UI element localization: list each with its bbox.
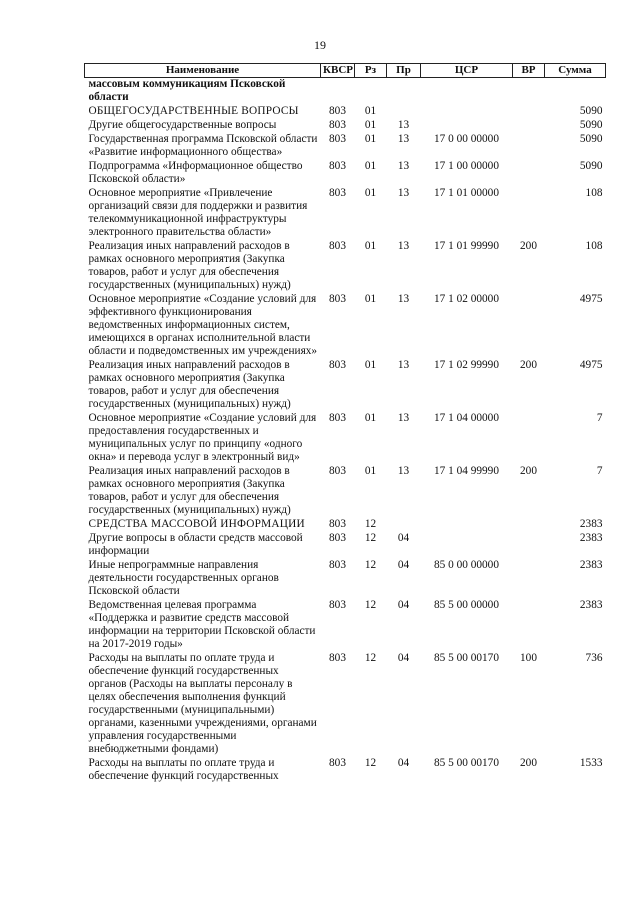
cell-csr xyxy=(421,78,513,106)
cell-sum: 4975 xyxy=(579,293,603,305)
table-row xyxy=(85,532,606,559)
cell-sum xyxy=(545,78,606,106)
cell-csr xyxy=(421,119,513,133)
cell-name: Основное мероприятие «Создание условий для предоставления государственных и муниципальных услуг по принципу «одного окна» и перевода услуг в электронный вид» xyxy=(88,412,317,463)
table-row xyxy=(85,465,606,518)
cell-csr: 17 1 02 00000 xyxy=(434,293,499,305)
cell-kvsr: 803 xyxy=(329,412,346,424)
table-row xyxy=(85,559,606,599)
header-csr: ЦСР xyxy=(421,64,513,78)
cell-pr: 04 xyxy=(397,532,410,544)
table-row xyxy=(85,412,606,465)
cell-csr: 17 1 04 99990 xyxy=(434,465,499,477)
cell-rz: 01 xyxy=(364,359,377,371)
cell-name: Ведомственная целевая программа «Поддержка и развитие средств массовой информации на территории Псковской области на 2017-2019 годы» xyxy=(88,599,316,650)
table-row xyxy=(85,518,606,532)
cell-sum: 5090 xyxy=(579,133,603,145)
cell-csr: 85 5 00 00000 xyxy=(434,599,499,611)
cell-rz: 01 xyxy=(364,465,377,477)
cell-sum: 5090 xyxy=(579,119,603,131)
cell-pr xyxy=(387,78,421,106)
cell-rz xyxy=(355,78,387,106)
cell-kvsr: 803 xyxy=(329,359,346,371)
cell-rz: 01 xyxy=(364,133,377,145)
cell-sum: 736 xyxy=(585,652,603,664)
cell-kvsr: 803 xyxy=(329,559,346,571)
cell-name: СРЕДСТВА МАССОВОЙ ИНФОРМАЦИИ xyxy=(88,518,305,530)
header-rz: Рз xyxy=(355,64,387,78)
cell-pr: 04 xyxy=(397,559,410,571)
cell-csr: 17 1 00 00000 xyxy=(434,160,499,172)
cell-pr: 13 xyxy=(397,465,410,477)
cell-kvsr: 803 xyxy=(329,160,346,172)
cell-pr xyxy=(387,518,421,532)
cell-vr: 200 xyxy=(520,240,537,252)
cell-pr: 13 xyxy=(397,133,410,145)
cell-rz: 01 xyxy=(364,293,377,305)
cell-kvsr: 803 xyxy=(329,599,346,611)
cell-sum: 2383 xyxy=(579,532,603,544)
cell-name: Другие общегосударственные вопросы xyxy=(88,119,277,131)
cell-sum: 2383 xyxy=(579,518,603,530)
cell-name: ОБЩЕГОСУДАРСТВЕННЫЕ ВОПРОСЫ xyxy=(88,105,299,117)
cell-rz: 12 xyxy=(364,518,377,530)
cell-sum: 1533 xyxy=(579,757,603,769)
cell-sum: 108 xyxy=(585,240,603,252)
cell-pr: 04 xyxy=(397,599,410,611)
cell-vr xyxy=(513,532,545,559)
cell-rz: 12 xyxy=(364,532,377,544)
cell-vr: 100 xyxy=(520,652,537,664)
table-row xyxy=(85,240,606,293)
table-header-row xyxy=(85,64,606,78)
cell-rz: 12 xyxy=(364,559,377,571)
cell-pr: 04 xyxy=(397,757,410,769)
table-row xyxy=(85,78,606,106)
cell-csr: 85 5 00 00170 xyxy=(434,652,499,664)
cell-vr xyxy=(513,105,545,119)
cell-pr: 13 xyxy=(397,187,410,199)
cell-name: Реализация иных направлений расходов в рамках основного мероприятия (Закупка товаров, работ и услуг для обеспечения государственных (муниципальных) нужд) xyxy=(88,465,291,516)
cell-kvsr xyxy=(321,78,355,106)
cell-vr: 200 xyxy=(520,359,537,371)
cell-rz: 12 xyxy=(364,757,377,769)
cell-pr: 13 xyxy=(397,240,410,252)
cell-pr: 13 xyxy=(397,293,410,305)
cell-rz: 01 xyxy=(364,105,377,117)
cell-name: Подпрограмма «Информационное общество Псковской области» xyxy=(88,160,303,185)
cell-rz: 01 xyxy=(364,187,377,199)
page-number: 19 xyxy=(314,38,326,52)
header-sum: Сумма xyxy=(545,64,606,78)
cell-sum: 5090 xyxy=(579,105,603,117)
header-kvsr: КВСР xyxy=(321,64,355,78)
cell-kvsr: 803 xyxy=(329,240,346,252)
table-row xyxy=(85,652,606,757)
table-row xyxy=(85,187,606,240)
cell-kvsr: 803 xyxy=(329,105,346,117)
cell-name: Другие вопросы в области средств массовой информации xyxy=(88,532,303,557)
table-row xyxy=(85,293,606,359)
table-row xyxy=(85,599,606,652)
cell-sum: 2383 xyxy=(579,599,603,611)
cell-pr: 04 xyxy=(397,652,410,664)
cell-pr: 13 xyxy=(397,359,410,371)
cell-vr xyxy=(513,599,545,652)
budget-table xyxy=(84,63,606,784)
cell-name: Реализация иных направлений расходов в рамках основного мероприятия (Закупка товаров, работ и услуг для обеспечения государственных (муниципальных) нужд) xyxy=(88,359,291,410)
table-row xyxy=(85,160,606,187)
cell-rz: 01 xyxy=(364,240,377,252)
cell-csr: 17 1 01 00000 xyxy=(434,187,499,199)
cell-sum: 7 xyxy=(596,465,603,477)
cell-kvsr: 803 xyxy=(329,133,346,145)
cell-kvsr: 803 xyxy=(329,187,346,199)
cell-csr: 85 5 00 00170 xyxy=(434,757,499,769)
cell-vr: 200 xyxy=(520,757,537,769)
cell-sum: 2383 xyxy=(579,559,603,571)
cell-name: Реализация иных направлений расходов в рамках основного мероприятия (Закупка товаров, работ и услуг для обеспечения государственных (муниципальных) нужд) xyxy=(88,240,291,291)
cell-vr xyxy=(513,133,545,160)
cell-sum: 7 xyxy=(596,412,603,424)
table-row xyxy=(85,359,606,412)
cell-kvsr: 803 xyxy=(329,293,346,305)
cell-csr xyxy=(421,518,513,532)
table-row xyxy=(85,757,606,784)
cell-name: Основное мероприятие «Создание условий для эффективного функционирования ведомственных информационных систем, имеющихся в органах исполнительной власти области и подведомственных им учреждениях» xyxy=(88,293,318,357)
cell-name: Государственная программа Псковской области «Развитие информационного общества» xyxy=(88,133,318,158)
cell-csr: 85 0 00 00000 xyxy=(434,559,499,571)
cell-csr: 17 1 02 99990 xyxy=(434,359,499,371)
cell-rz: 12 xyxy=(364,652,377,664)
cell-pr: 13 xyxy=(397,119,410,131)
table-row xyxy=(85,119,606,133)
cell-sum: 5090 xyxy=(579,160,603,172)
cell-csr: 17 1 04 00000 xyxy=(434,412,499,424)
cell-kvsr: 803 xyxy=(329,532,346,544)
cell-name: Основное мероприятие «Привлечение организаций связи для поддержки и развития телекоммуникационной инфраструктуры электронного правительства области» xyxy=(88,187,308,238)
cell-pr: 13 xyxy=(397,412,410,424)
cell-vr xyxy=(513,78,545,106)
cell-kvsr: 803 xyxy=(329,465,346,477)
cell-vr xyxy=(513,412,545,465)
cell-vr xyxy=(513,119,545,133)
cell-csr: 17 0 00 00000 xyxy=(434,133,499,145)
cell-vr xyxy=(513,518,545,532)
cell-vr: 200 xyxy=(520,465,537,477)
cell-csr xyxy=(421,105,513,119)
cell-name: Расходы на выплаты по оплате труда и обеспечение функций государственных xyxy=(88,757,279,782)
cell-rz: 01 xyxy=(364,412,377,424)
header-vr: ВР xyxy=(513,64,545,78)
table-row xyxy=(85,133,606,160)
cell-kvsr: 803 xyxy=(329,652,346,664)
cell-name: Расходы на выплаты по оплате труда и обеспечение функций государственных органов (Расходы на выплаты персоналу в целях обеспечения выполнения функций государственными (муниципальными) органами, казенными учреждениями, органами управления государственными внебюджетными фондами) xyxy=(88,652,317,755)
cell-name: массовым коммуникациям Псковской области xyxy=(88,78,286,103)
cell-rz: 01 xyxy=(364,160,377,172)
header-pr: Пр xyxy=(387,64,421,78)
header-name: Наименование xyxy=(85,64,321,78)
cell-sum: 4975 xyxy=(579,359,603,371)
cell-name: Иные непрограммные направления деятельности государственных органов Псковской области xyxy=(88,559,279,597)
cell-kvsr: 803 xyxy=(329,757,346,769)
cell-rz: 12 xyxy=(364,599,377,611)
cell-pr xyxy=(387,105,421,119)
cell-sum: 108 xyxy=(585,187,603,199)
cell-vr xyxy=(513,187,545,240)
cell-rz: 01 xyxy=(364,119,377,131)
cell-kvsr: 803 xyxy=(329,119,346,131)
cell-vr xyxy=(513,293,545,359)
cell-csr: 17 1 01 99990 xyxy=(434,240,499,252)
cell-pr: 13 xyxy=(397,160,410,172)
cell-csr xyxy=(421,532,513,559)
cell-vr xyxy=(513,559,545,599)
table-row xyxy=(85,105,606,119)
cell-kvsr: 803 xyxy=(329,518,346,530)
cell-vr xyxy=(513,160,545,187)
